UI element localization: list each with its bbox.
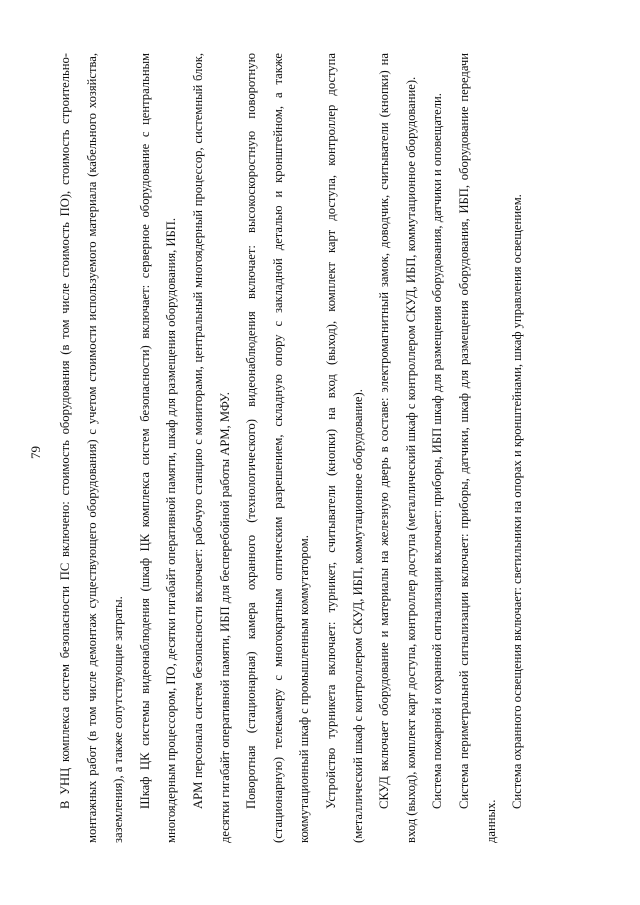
paragraph-perimeter-alarm: Система периметральной сигнализации включает: приборы, датчики, шкаф для размещения оборудования, ИБП, оборудование передачи данных. bbox=[456, 53, 498, 843]
paragraph-unc-cost: В УНЦ комплекса систем безопасности ПС включено: стоимость оборудования (в том числе стоимость ПО), стоимость строительно-монтажных работ (в том числе демонтаж существующего оборудования) с учетом стоимости используемого материала (кабельного хозяйства, заземления), а также сопутствующие затраты. bbox=[58, 53, 126, 843]
paragraph-access-control: СКУД включает оборудование и материалы на железную дверь в составе: электромагнитный замок, доводчик, считыватели (кнопки) на вход (выход), комплект карт доступа, контроллер доступа (металлический шкаф с контроллером СКУД, ИБП, коммутационное оборудование). bbox=[377, 53, 418, 843]
page-number: 79 bbox=[28, 446, 43, 459]
paragraph-security-lighting: Система охранного освещения включает: светильники на опорах и кронштейнами, шкаф управления освещением. bbox=[510, 194, 525, 809]
paragraph-workstation: АРМ персонала систем безопасности включает: рабочую станцию с мониторами, центральный многоядерный процессор, системный блок, десятки гигабайт оперативной памяти, ИБП для бесперебойной работы АРМ, МФУ. bbox=[190, 53, 232, 843]
paragraph-turnstile: Устройство турникета включает: турникет, считыватели (кнопки) на вход (выход), комплект карт доступа, контроллер доступа (металлический шкаф с контроллером СКУД, ИБП, коммутационное оборудование). bbox=[323, 53, 365, 843]
document-body bbox=[52, 53, 531, 843]
paragraph-fire-alarm: Система пожарной и охранной сигнализации включает: приборы, ИБП шкаф для размещения оборудования, датчики и оповещатели. bbox=[430, 93, 445, 809]
paragraph-ptz-camera: Поворотная (стационарная) камера охранного (технологического) видеонаблюдения включает: высокоскоростную поворотную (стационарную) телекамеру с многократным оптическим разрешением, складную опору с закладной деталью и кронштейном, а также коммутационный шкаф с промышленным коммутатором. bbox=[244, 53, 312, 843]
paragraph-cctv-cabinet: Шкаф ЦК системы видеонаблюдения (шкаф ЦК комплекса систем безопасности) включает: серверное оборудование с центральным многоядерным процессором, ПО, десятки гигабайт оперативной памяти, шкаф для размещения оборудования, ИБП. bbox=[137, 53, 179, 843]
